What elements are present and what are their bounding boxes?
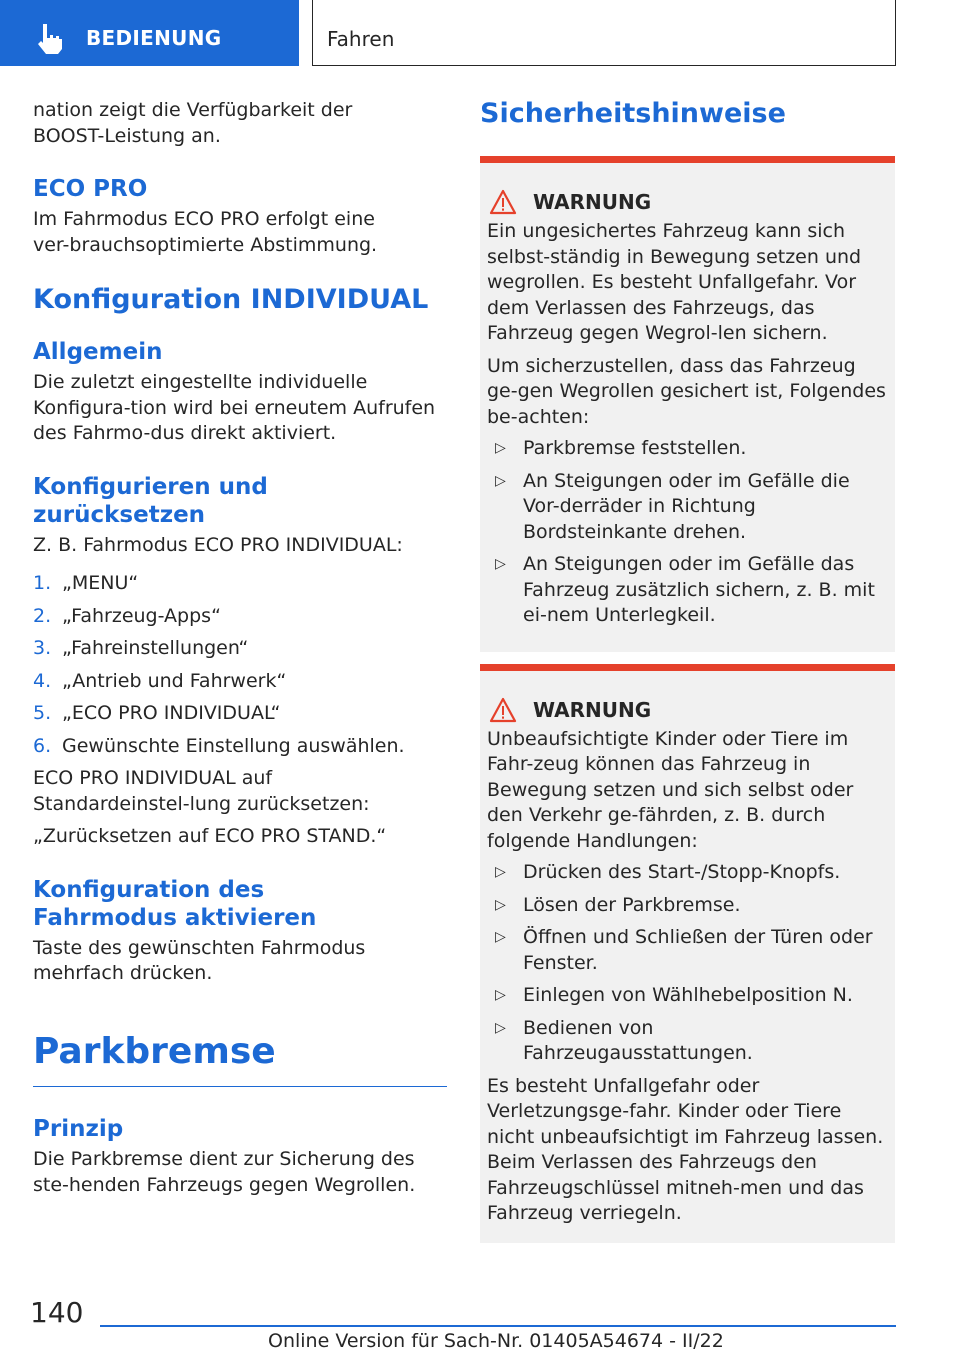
principle-heading: Prinzip	[33, 1116, 124, 1142]
list-item: ▷ Drücken des Start-/Stopp-Knopfs.	[487, 860, 887, 886]
bullet-triangle-icon: ▷	[495, 556, 506, 572]
left-column	[33, 98, 447, 1198]
reset-heading: Konfigurieren und zurücksetzen	[33, 473, 268, 528]
right-column	[480, 98, 895, 1243]
section-divider	[33, 1086, 447, 1088]
config-steps	[33, 571, 447, 759]
list-item: ▷ Einlegen von Wählhebelposition N.	[487, 983, 887, 1009]
bullet-triangle-icon: ▷	[495, 896, 506, 913]
warning-box	[480, 664, 895, 1243]
bullet-triangle-icon: ▷	[495, 440, 506, 456]
pointing-hand-icon	[34, 22, 68, 56]
warning-triangle-icon	[489, 697, 517, 723]
list-item: 6. Gewünschte Einstellung auswählen.	[33, 734, 405, 757]
section-tab-label: BEDIENUNG	[86, 26, 222, 50]
list-item: ▷ Lösen der Parkbremse.	[487, 893, 887, 919]
bullet-triangle-icon: ▷	[495, 864, 506, 880]
list-item: 5. „ECO PRO INDIVIDUAL“	[33, 702, 281, 724]
warning-header	[489, 189, 887, 215]
intro-text: nation zeigt die Verfügbarkeit der BOOST-Leistung an.	[33, 99, 353, 147]
list-item: 4. „Antrieb und Fahrwerk“	[33, 669, 287, 692]
warning-triangle-icon	[489, 189, 517, 215]
eco-pro-text: Im Fahrmodus ECO PRO erfolgt eine ver-brauchsoptimierte Abstimmung.	[33, 208, 378, 256]
general-text: Die zuletzt eingestellte individuelle Konfigura-tion wird bei erneutem Aufrufen des Fahrmo-dus direkt aktiviert.	[33, 371, 436, 444]
footer-text: Online Version für Sach-Nr. 01405A54674 - II/22	[268, 1330, 724, 1352]
chapter-header	[312, 0, 896, 66]
activate-heading: Konfiguration des Fahrmodus aktivieren	[33, 876, 317, 931]
warning-text-2: Um sicherzustellen, dass das Fahrzeug ge-gen Wegrollen gesichert ist, Folgendes be-achten:	[487, 354, 886, 428]
warning-label: WARNUNG	[533, 190, 652, 214]
list-item: ▷ An Steigungen oder im Gefälle das Fahrzeug zusätzlich sichern, z. B. mit ei-nem Unterlegkeil.	[487, 552, 887, 629]
list-item: 2. „Fahrzeug-Apps“	[33, 604, 221, 627]
parking-brake-heading: Parkbremse	[33, 1030, 276, 1072]
individual-heading: Konfiguration INDIVIDUAL	[33, 284, 429, 315]
reset-action: „Zurücksetzen auf ECO PRO STAND.“	[33, 825, 387, 847]
bullet-triangle-icon: ▷	[495, 987, 506, 1003]
warning-box	[480, 156, 895, 652]
warning-bullets	[487, 860, 887, 1067]
list-item: ▷ Parkbremse feststellen.	[487, 436, 887, 462]
footer-divider	[100, 1325, 896, 1327]
safety-heading: Sicherheitshinweise	[480, 98, 786, 129]
warning-label: WARNUNG	[533, 697, 652, 722]
list-item: ▷ Bedienen von Fahrzeugausstattungen.	[487, 1016, 887, 1067]
warning-text-2: Es besteht Unfallgefahr oder Verletzungsge-fahr. Kinder oder Tiere nicht unbeaufsichtigt im Fahrzeug lassen. Beim Verlassen des Fahrzeugs den Fahrzeugschlüssel mitneh-men und das Fahrzeug verriegeln.	[487, 1074, 884, 1224]
reset-text: ECO PRO INDIVIDUAL auf Standardeinstel-lung zurücksetzen:	[33, 767, 370, 815]
bullet-triangle-icon: ▷	[495, 929, 506, 945]
principle-text: Die Parkbremse dient zur Sicherung des ste-henden Fahrzeugs gegen Wegrollen.	[33, 1148, 416, 1196]
eco-pro-heading: ECO PRO	[33, 176, 148, 202]
warning-bullets	[487, 436, 887, 629]
list-item: ▷ An Steigungen oder im Gefälle die Vor-derräder in Richtung Bordsteinkante drehen.	[487, 469, 887, 546]
page-number: 140	[30, 1296, 84, 1329]
warning-text: Ein ungesichertes Fahrzeug kann sich selbst-ständig in Bewegung setzen und wegrollen. Es besteht Unfallgefahr. Vor dem Verlassen des Fahrzeugs, das Fahrzeug gegen Wegrol-len sichern.	[487, 220, 862, 344]
list-item: ▷ Öffnen und Schließen der Türen oder Fenster.	[487, 925, 887, 976]
section-tab	[0, 0, 299, 66]
bullet-triangle-icon: ▷	[495, 472, 506, 489]
bullet-triangle-icon: ▷	[495, 1019, 506, 1036]
list-item: 3. „Fahreinstellungen“	[33, 637, 249, 659]
activate-text: Taste des gewünschten Fahrmodus mehrfach drücken.	[33, 936, 366, 984]
chapter-title: Fahren	[327, 27, 395, 51]
reset-intro: Z. B. Fahrmodus ECO PRO INDIVIDUAL:	[33, 533, 403, 556]
warning-text: Unbeaufsichtigte Kinder oder Tiere im Fahr-zeug können das Fahrzeug in Bewegung setzen und sich selbst oder den Verkehr ge-fährden, z. B. durch folgende Handlungen:	[487, 727, 854, 852]
list-item: 1. „MENU“	[33, 572, 139, 594]
warning-header	[489, 697, 887, 723]
general-heading: Allgemein	[33, 339, 163, 365]
